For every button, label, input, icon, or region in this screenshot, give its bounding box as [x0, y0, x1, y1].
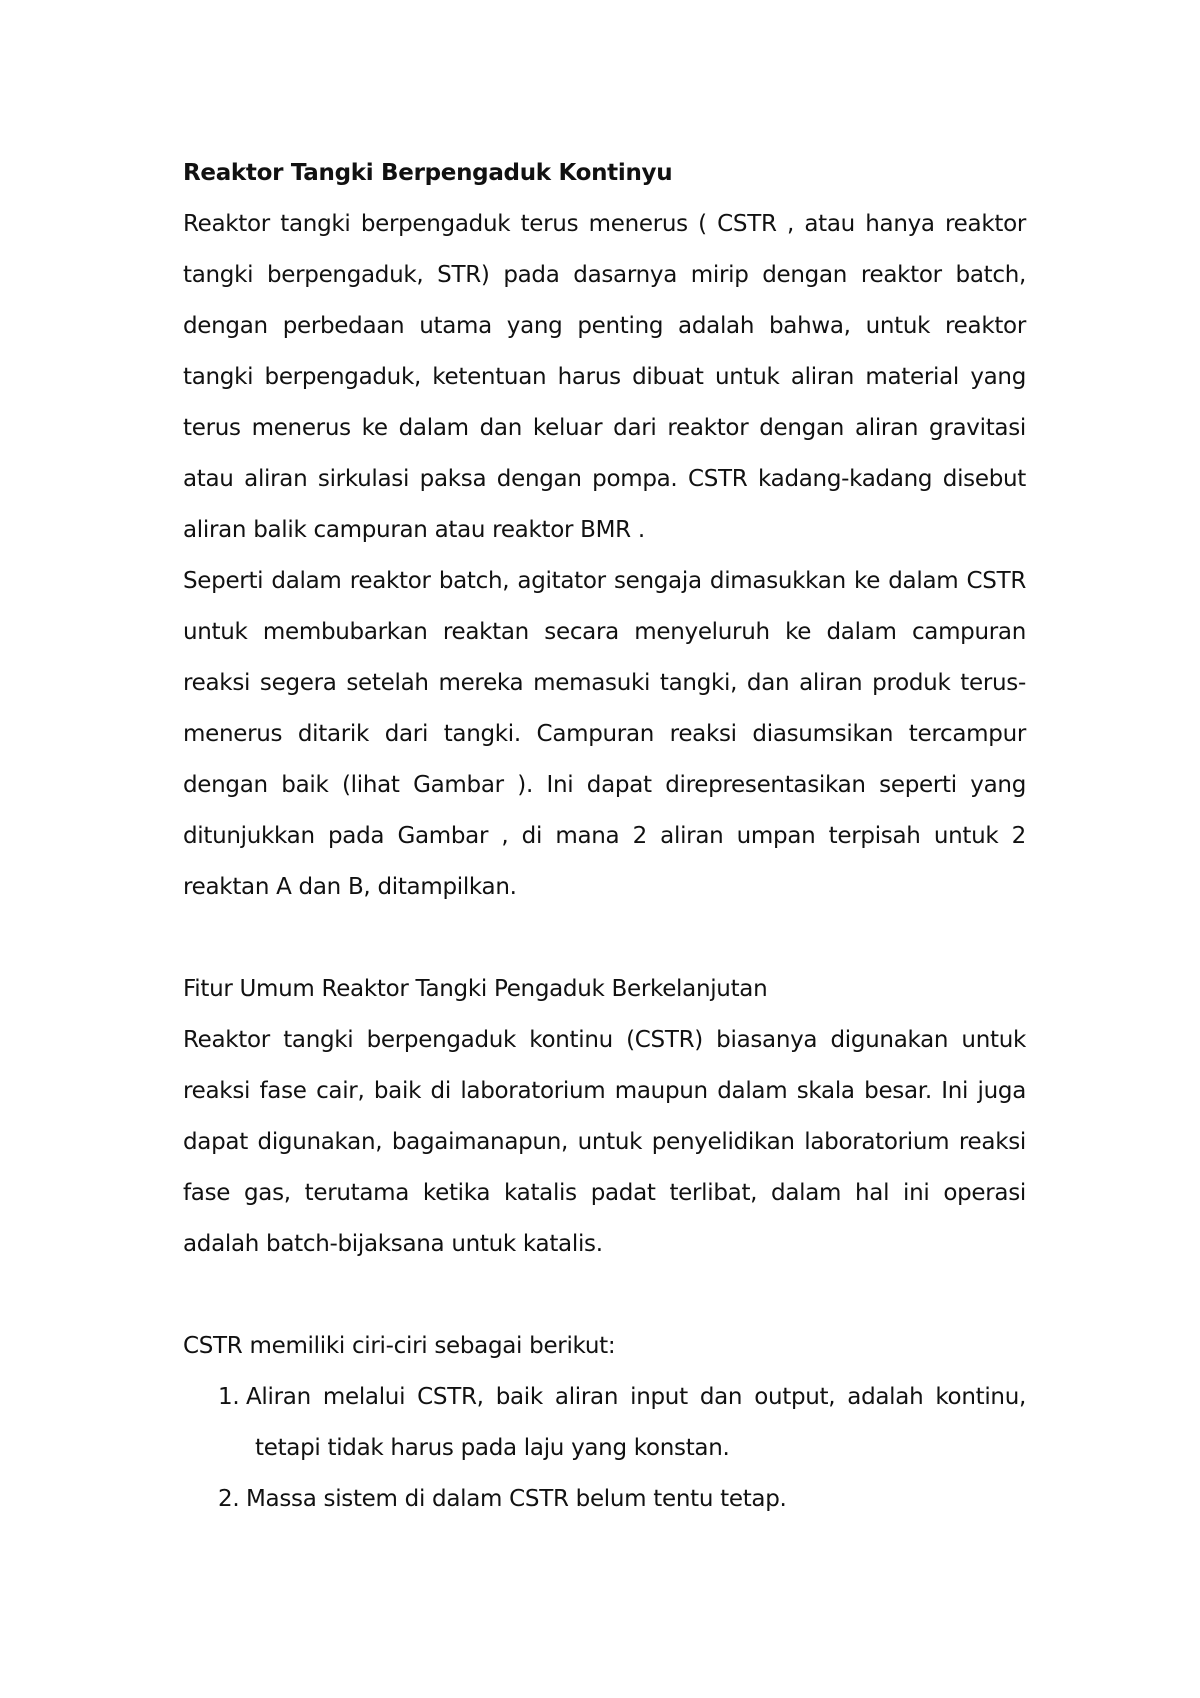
list-item-text: Aliran melalui CSTR, baik aliran input dan output, adalah kontinu, tetapi tidak harus pada laju yang konstan. — [246, 1384, 1026, 1461]
section-heading-features: Fitur Umum Reaktor Tangki Pengaduk Berkelanjutan — [183, 976, 768, 1002]
paragraph-spacer — [183, 1270, 1026, 1321]
list-item — [183, 1474, 1026, 1525]
list-item — [183, 1372, 1026, 1474]
document-title: Reaktor Tangki Berpengaduk Kontinyu — [183, 160, 673, 186]
characteristics-list — [183, 1372, 1026, 1525]
paragraph-features: Reaktor tangki berpengaduk kontinu (CSTR) biasanya digunakan untuk reaksi fase cair, baik di laboratorium maupun dalam skala besar. Ini juga dapat digunakan, bagaimanapun, untuk penyelidikan laboratorium reaksi fase gas, terutama ketika katalis padat terlibat, dalam hal ini operasi adalah batch-bijaksana untuk katalis. — [183, 1027, 1026, 1257]
document-page — [183, 148, 1026, 1525]
list-intro: CSTR memiliki ciri-ciri sebagai berikut: — [183, 1333, 616, 1359]
list-item-text: Massa sistem di dalam CSTR belum tentu tetap. — [246, 1486, 787, 1512]
list-item-number: 1. — [218, 1384, 240, 1410]
paragraph-cstr-definition: Reaktor tangki berpengaduk terus menerus ( CSTR , atau hanya reaktor tangki berpengaduk, STR) pada dasarnya mirip dengan reaktor batch, dengan perbedaan utama yang penting adalah bahwa, untuk reaktor tangki berpengaduk, ketentuan harus dibuat untuk aliran material yang terus menerus ke dalam dan keluar dari reaktor dengan aliran gravitasi atau aliran sirkulasi paksa dengan pompa. CSTR kadang-kadang disebut aliran balik campuran atau reaktor BMR . — [183, 211, 1026, 543]
list-item-number: 2. — [218, 1486, 240, 1512]
paragraph-agitator: Seperti dalam reaktor batch, agitator sengaja dimasukkan ke dalam CSTR untuk membubarkan reaktan secara menyeluruh ke dalam campuran reaksi segera setelah mereka memasuki tangki, dan aliran produk terus-menerus ditarik dari tangki. Campuran reaksi diasumsikan tercampur dengan baik (lihat Gambar ). Ini dapat direpresentasikan seperti yang ditunjukkan pada Gambar , di mana 2 aliran umpan terpisah untuk 2 reaktan A dan B, ditampilkan. — [183, 568, 1026, 900]
paragraph-spacer — [183, 913, 1026, 964]
